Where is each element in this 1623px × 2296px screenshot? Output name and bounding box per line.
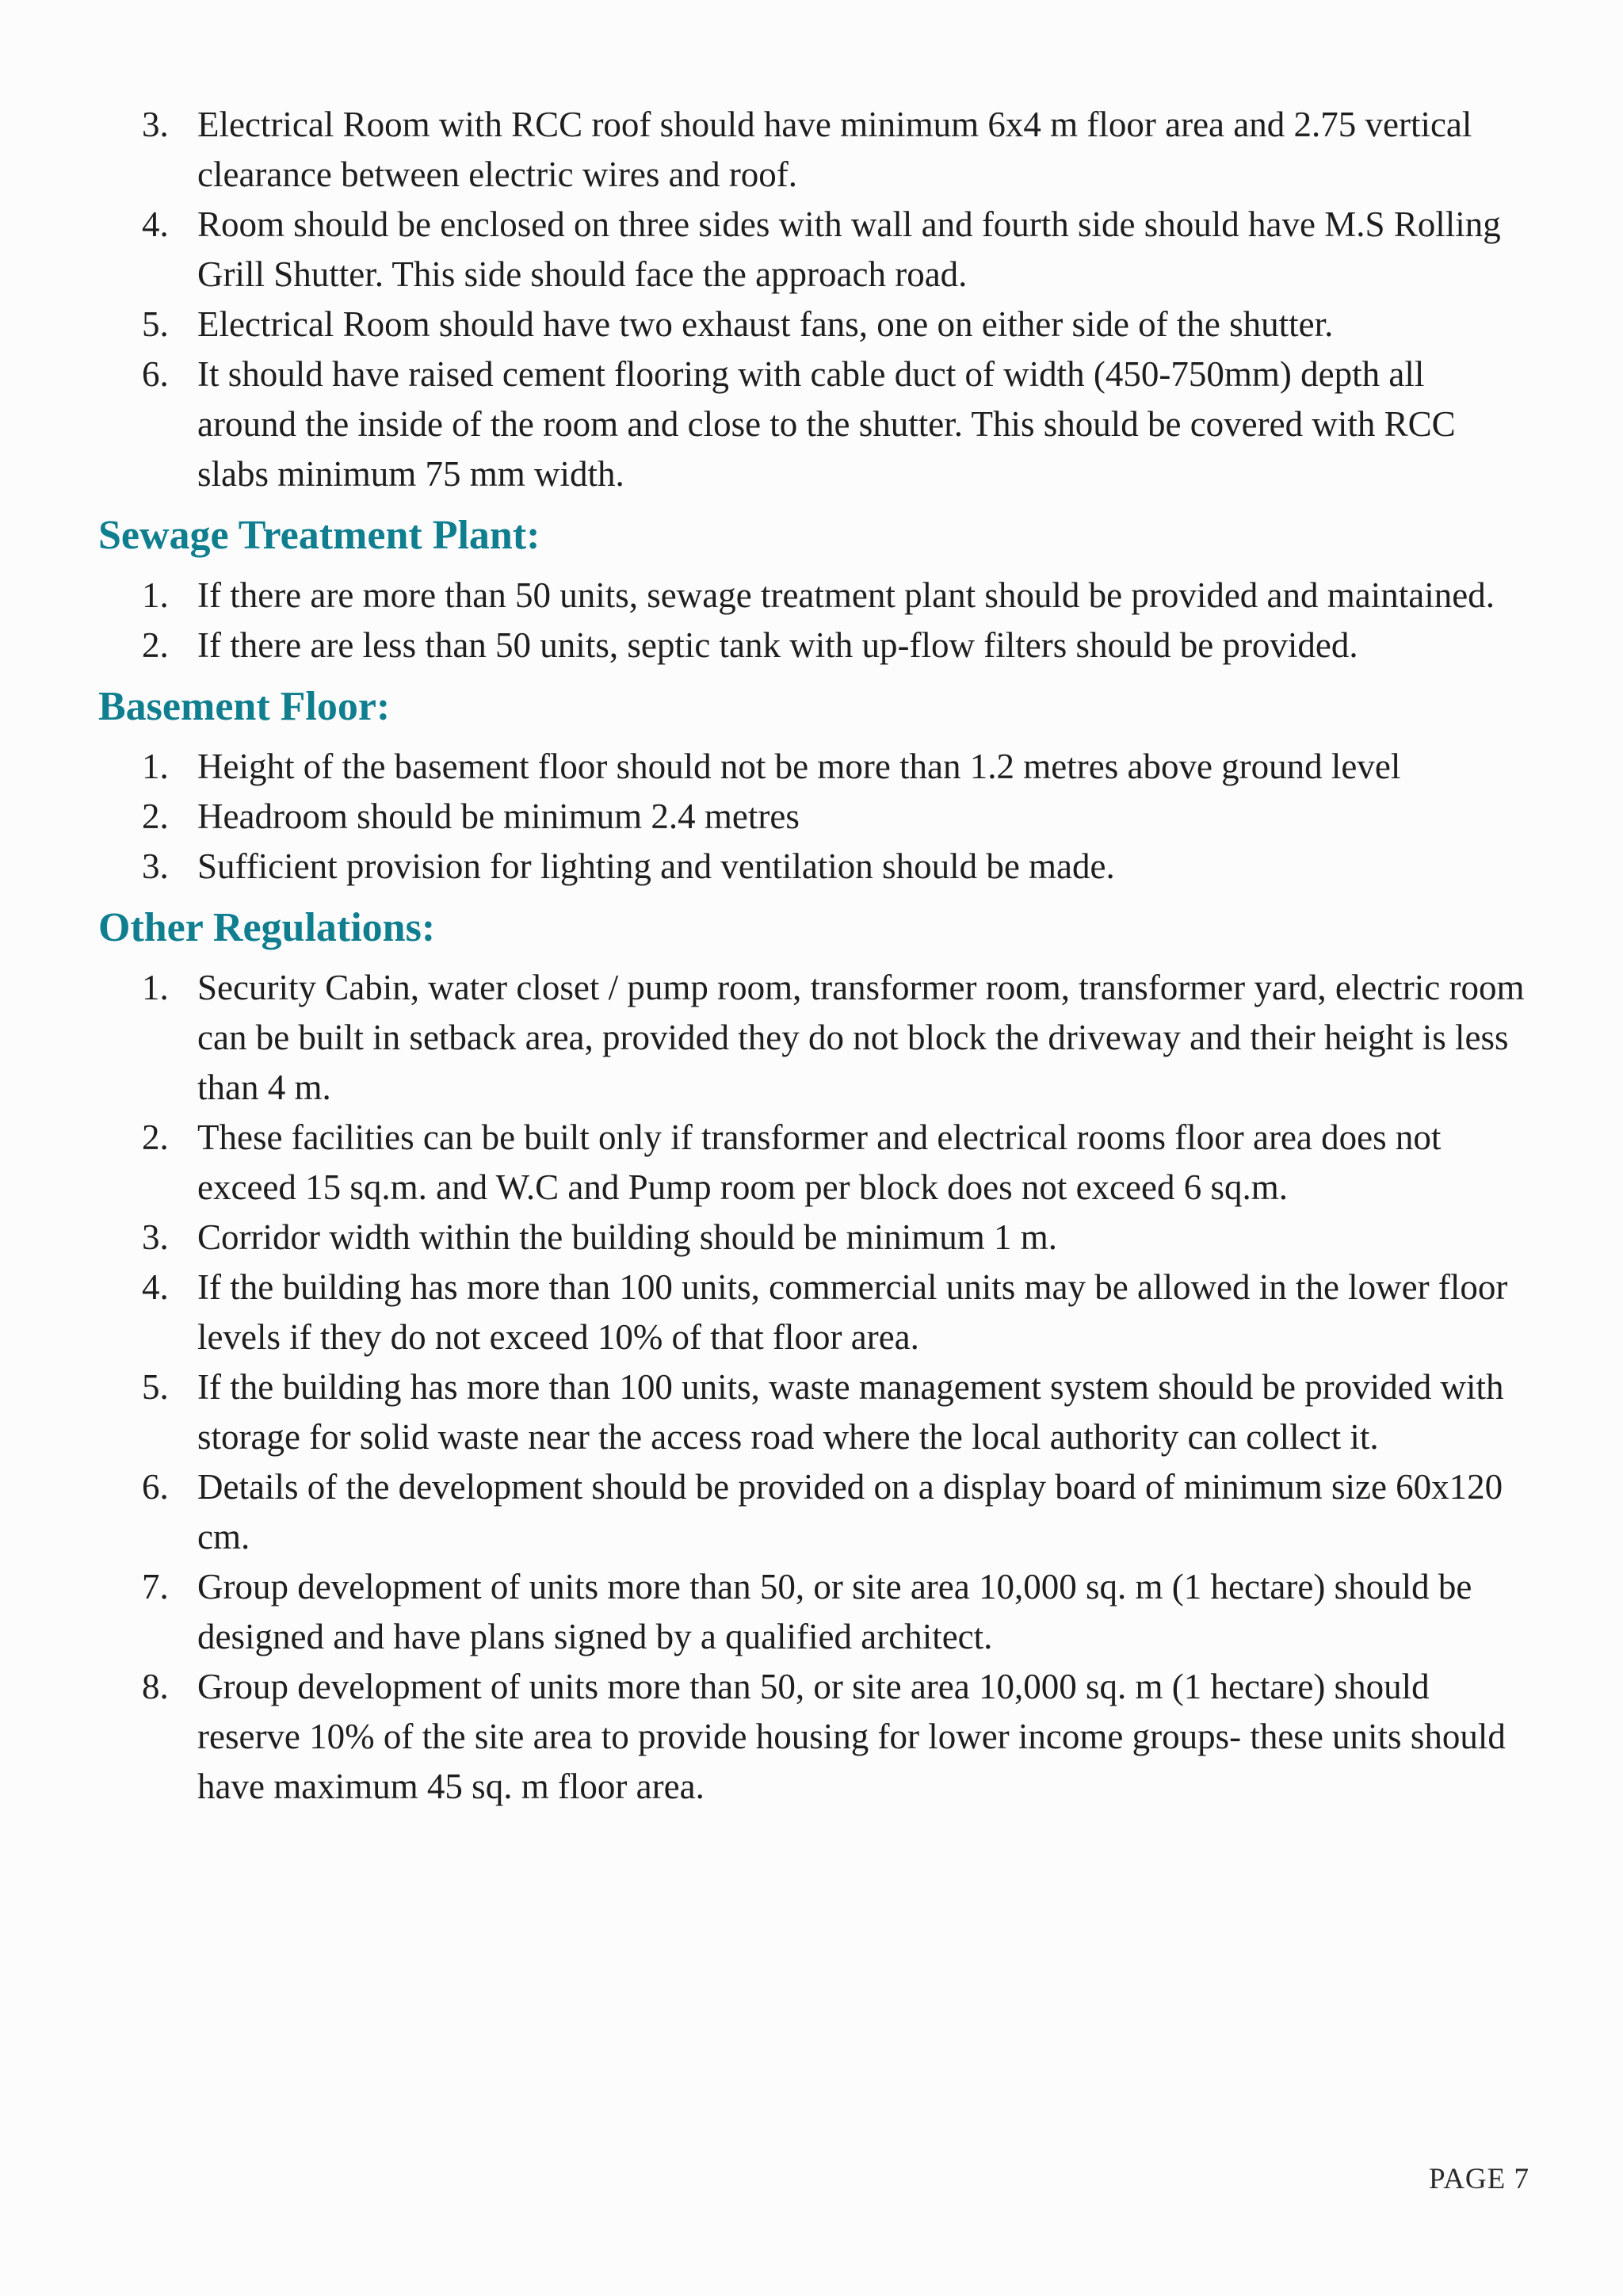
list-number: 8. bbox=[142, 1667, 169, 1706]
list-item bbox=[98, 571, 1525, 621]
other-regulations-list bbox=[98, 963, 1525, 1812]
list-number: 2. bbox=[142, 625, 169, 665]
list-text: These facilities can be built only if transformer and electrical rooms floor area does not exceed 15 sq.m. and W.C and Pump room per block does not exceed 6 sq.m. bbox=[197, 1117, 1442, 1207]
list-text: Electrical Room should have two exhaust fans, one on either side of the shutter. bbox=[197, 304, 1334, 344]
section-heading-sewage-treatment-plant: Sewage Treatment Plant: bbox=[98, 513, 540, 558]
list-text: If there are less than 50 units, septic tank with up-flow filters should be provided. bbox=[197, 625, 1358, 665]
list-number: 5. bbox=[142, 1367, 169, 1407]
list-item bbox=[98, 1462, 1525, 1562]
list-number: 3. bbox=[142, 105, 169, 144]
list-number: 5. bbox=[142, 304, 169, 344]
list-number: 4. bbox=[142, 1267, 169, 1307]
list-number: 6. bbox=[142, 1467, 169, 1507]
list-number: 1. bbox=[142, 575, 169, 615]
list-number: 2. bbox=[142, 797, 169, 836]
list-text: If the building has more than 100 units, waste management system should be provided with storage for solid waste near the access road where the local authority can collect it. bbox=[197, 1367, 1504, 1457]
list-text: If the building has more than 100 units, commercial units may be allowed in the lower floor levels if they do not exceed 10% of that floor area. bbox=[197, 1267, 1508, 1357]
list-item bbox=[98, 1213, 1525, 1263]
list-text: If there are more than 50 units, sewage treatment plant should be provided and maintained. bbox=[197, 575, 1495, 615]
page-number: PAGE 7 bbox=[1429, 2163, 1529, 2195]
list-item bbox=[98, 742, 1525, 792]
list-text: Group development of units more than 50, or site area 10,000 sq. m (1 hectare) should reserve 10% of the site area to provide housing for lower income groups- these units should have maximum 45 sq. m floor area. bbox=[197, 1667, 1506, 1806]
list-number: 3. bbox=[142, 846, 169, 886]
list-item bbox=[98, 1263, 1525, 1362]
list-item bbox=[98, 100, 1525, 200]
list-item bbox=[98, 200, 1525, 300]
section-heading-basement-floor: Basement Floor: bbox=[98, 684, 391, 729]
basement-floor-list bbox=[98, 742, 1525, 892]
list-item bbox=[98, 350, 1525, 499]
list-text: Details of the development should be provided on a display board of minimum size 60x120 cm. bbox=[197, 1467, 1503, 1557]
list-text: Room should be enclosed on three sides with wall and fourth side should have M.S Rolling Grill Shutter. This side should face the approach road. bbox=[197, 204, 1501, 294]
list-text: Height of the basement floor should not be more than 1.2 metres above ground level bbox=[197, 747, 1401, 786]
list-text: Headroom should be minimum 2.4 metres bbox=[197, 797, 800, 836]
sewage-treatment-list bbox=[98, 571, 1525, 670]
section-heading-other-regulations: Other Regulations: bbox=[98, 905, 436, 950]
list-item bbox=[98, 1113, 1525, 1213]
list-number: 2. bbox=[142, 1117, 169, 1157]
list-number: 7. bbox=[142, 1567, 169, 1606]
list-text: Sufficient provision for lighting and ventilation should be made. bbox=[197, 846, 1115, 886]
list-number: 4. bbox=[142, 204, 169, 244]
list-number: 1. bbox=[142, 747, 169, 786]
list-item bbox=[98, 963, 1525, 1113]
list-item bbox=[98, 300, 1525, 350]
list-number: 6. bbox=[142, 354, 169, 394]
list-item bbox=[98, 621, 1525, 670]
list-item bbox=[98, 1562, 1525, 1662]
list-item bbox=[98, 1362, 1525, 1462]
electrical-room-list bbox=[98, 100, 1525, 499]
list-number: 1. bbox=[142, 968, 169, 1007]
list-text: Corridor width within the building should be minimum 1 m. bbox=[197, 1217, 1057, 1257]
list-item bbox=[98, 1662, 1525, 1812]
list-text: Electrical Room with RCC roof should have minimum 6x4 m floor area and 2.75 vertical clearance between electric wires and roof. bbox=[197, 105, 1472, 194]
list-text: Group development of units more than 50, or site area 10,000 sq. m (1 hectare) should be designed and have plans signed by a qualified architect. bbox=[197, 1567, 1472, 1656]
list-number: 3. bbox=[142, 1217, 169, 1257]
list-text: Security Cabin, water closet / pump room, transformer room, transformer yard, electric room can be built in setback area, provided they do not block the driveway and their height is less than 4 m. bbox=[197, 968, 1525, 1107]
list-item bbox=[98, 792, 1525, 842]
list-item bbox=[98, 842, 1525, 892]
page-content bbox=[98, 100, 1525, 1812]
list-text: It should have raised cement flooring with cable duct of width (450-750mm) depth all around the inside of the room and close to the shutter. This should be covered with RCC slabs minimum 75 mm width. bbox=[197, 354, 1456, 494]
